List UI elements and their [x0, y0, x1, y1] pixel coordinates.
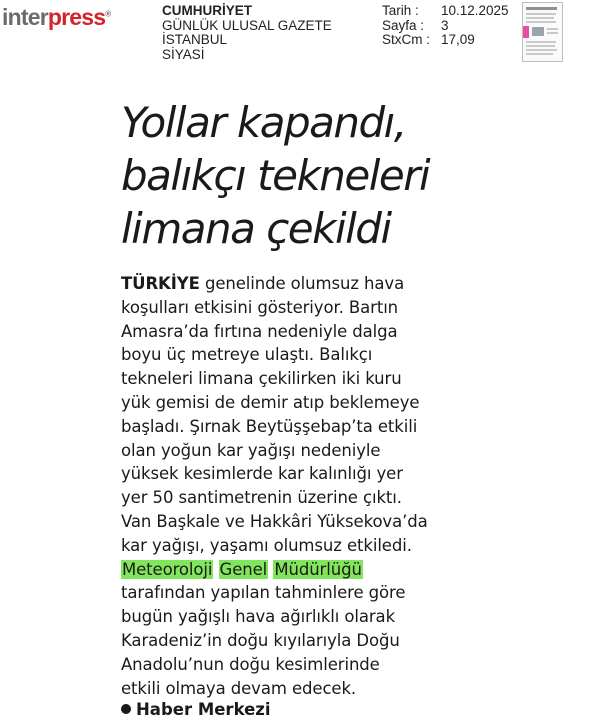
body-line: Karadeniz’in doğu kıyılarıyla Doğu	[121, 630, 400, 650]
headline-line: limana çekildi	[121, 204, 391, 253]
body-line: bugün yağışlı hava ağırlıklı olarak	[121, 607, 396, 627]
body-line-highlighted	[121, 558, 481, 582]
body-line: kar yağışı, yaşamı olumsuz etkiledi.	[121, 535, 412, 555]
body-line: başladı. Şırnak Beytüşşebap’ta etkili	[121, 416, 418, 436]
body-line: koşulları etkisini gösteriyor. Bartın	[121, 297, 399, 317]
byline-text: Haber Merkezi	[136, 700, 271, 719]
info-label: Tarih :	[382, 3, 419, 18]
body-line: Amasra’da fırtına nedeniyle dalga	[121, 321, 398, 341]
body-line: boyu üç metreye ulaştı. Balıkçı	[121, 345, 373, 365]
article-headline	[121, 96, 430, 255]
highlighted-keyword: Genel	[219, 559, 268, 579]
body-line: yüksek kesimlerde kar kalınlığı yer	[121, 464, 403, 484]
info-label: StxCm :	[382, 32, 431, 47]
headline-line: balıkçı tekneleri	[121, 151, 430, 200]
logo-accent: press	[47, 4, 106, 30]
clipping-info	[382, 4, 509, 48]
body-line: yer 50 santimetrenin üzerine çıktı.	[121, 488, 402, 508]
body-line	[121, 272, 481, 296]
info-label: Sayfa :	[382, 17, 425, 33]
highlighted-keyword: Meteoroloji	[122, 559, 213, 579]
publication-type: GÜNLÜK ULUSAL GAZETE	[162, 17, 332, 33]
publication-city: İSTANBUL	[162, 32, 228, 47]
source-info	[162, 4, 332, 62]
body-line: etkili olmaya devam edecek.	[121, 678, 357, 698]
thumbnail-photo	[532, 27, 544, 36]
body-line: olan yoğun kar yağışı nedeniyle	[121, 440, 381, 460]
thumbnail-location-mark	[523, 26, 529, 38]
body-line: Anadolu’nun doğu kesimlerinde	[121, 654, 380, 674]
info-value: 17,09	[441, 32, 475, 47]
page-thumbnail[interactable]	[522, 2, 563, 62]
bullet-icon	[121, 704, 131, 714]
info-value: 3	[441, 17, 449, 33]
info-row-page	[382, 19, 509, 34]
logo-registered-mark: ®	[105, 9, 111, 19]
article-body	[121, 272, 481, 700]
info-value: 10.12.2025	[441, 3, 509, 18]
lead-word: TÜRKİYE	[121, 274, 200, 293]
body-line: yük gemisi de demir atıp beklemeye	[121, 392, 420, 412]
headline-line: Yollar kapandı,	[121, 98, 406, 147]
highlighted-keyword: Müdürlüğü	[274, 559, 362, 579]
body-line: tarafından yapılan tahminlere göre	[121, 583, 406, 603]
body-line: tekneleri limana çekilirken iki kuru	[121, 369, 402, 389]
publication-section: SİYASİ	[162, 46, 205, 62]
logo-prefix: inter	[2, 4, 48, 30]
interpress-logo	[2, 6, 110, 29]
body-text: genelinde olumsuz hava	[199, 274, 405, 293]
publication-name: CUMHURİYET	[162, 3, 252, 18]
body-line: Van Başkale ve Hakkâri Yüksekova’da	[121, 511, 428, 531]
info-row-date	[382, 4, 509, 19]
info-row-stxcm	[382, 33, 509, 48]
byline	[121, 700, 271, 720]
